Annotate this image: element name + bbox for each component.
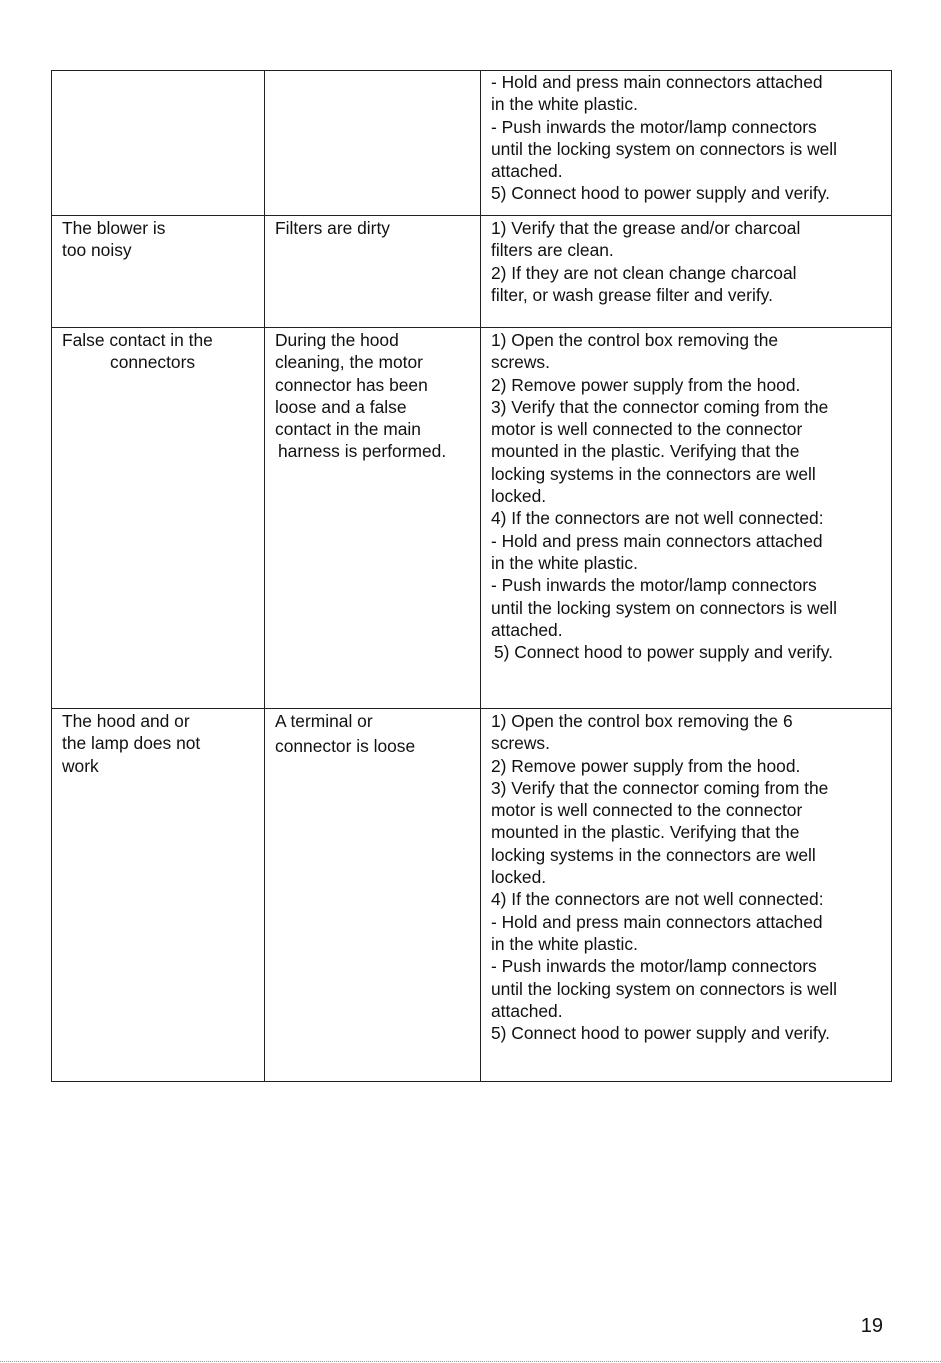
- page-bottom-divider: [0, 1361, 941, 1362]
- solution-line: 1) Verify that the grease and/or charcoal: [491, 218, 801, 238]
- solution-line: filter, or wash grease filter and verify.: [491, 284, 773, 305]
- cause-line: Filters are dirty: [275, 218, 390, 238]
- solution-line: attached.: [491, 619, 563, 640]
- solution-line: until the locking system on connectors is well: [491, 138, 838, 159]
- cause-cell: [265, 216, 481, 328]
- solution-line: - Push inwards the motor/lamp connectors: [491, 956, 817, 977]
- solution-line: 4) If the connectors are not well connected:: [491, 889, 824, 910]
- page-number: 19: [860, 1315, 883, 1337]
- cause-line: harness is performed.: [278, 441, 447, 462]
- solution-line: 3) Verify that the connector coming from the: [491, 396, 829, 417]
- solution-line: 2) Remove power supply from the hood.: [491, 374, 801, 395]
- solution-line: mounted in the plastic. Verifying that the: [491, 441, 800, 462]
- cause-line: During the hood: [275, 330, 399, 350]
- solution-line: - Hold and press main connectors attached: [491, 72, 823, 92]
- solution-line: - Push inwards the motor/lamp connectors: [491, 575, 817, 596]
- solution-line: mounted in the plastic. Verifying that the: [491, 822, 800, 843]
- solution-line: locked.: [491, 486, 547, 507]
- solution-line: - Hold and press main connectors attached: [491, 530, 823, 551]
- solution-line: 1) Open the control box removing the 6: [491, 711, 793, 731]
- solution-cell: [481, 328, 892, 709]
- problem-line: The blower is: [62, 218, 166, 238]
- cause-line: loose and a false: [275, 396, 407, 417]
- solution-line: 3) Verify that the connector coming from the: [491, 777, 829, 798]
- solution-line: filters are clean.: [491, 240, 614, 261]
- solution-line: locked.: [491, 867, 547, 888]
- cause-line: A terminal or: [275, 711, 373, 731]
- solution-line: locking systems in the connectors are well: [491, 844, 816, 865]
- solution-cell: [481, 709, 892, 1082]
- solution-line: until the locking system on connectors is well: [491, 978, 838, 999]
- solution-line: locking systems in the connectors are well: [491, 463, 816, 484]
- solution-line: 2) If they are not clean change charcoal: [491, 262, 797, 283]
- cause-cell: [265, 709, 481, 1082]
- solution-line: attached.: [491, 161, 563, 182]
- table-row: [52, 709, 892, 1082]
- solution-line: motor is well connected to the connector: [491, 419, 803, 440]
- table-row: [52, 71, 892, 216]
- solution-line: 4) If the connectors are not well connected:: [491, 508, 824, 529]
- solution-line: motor is well connected to the connector: [491, 800, 803, 821]
- solution-line: 2) Remove power supply from the hood.: [491, 755, 801, 776]
- problem-line: False contact in the: [62, 330, 213, 350]
- solution-line: 5) Connect hood to power supply and verify.: [491, 183, 830, 204]
- problem-line: too noisy: [62, 240, 132, 261]
- solution-line: until the locking system on connectors is well: [491, 597, 838, 618]
- problem-line: connectors: [110, 352, 196, 373]
- solution-line: - Hold and press main connectors attached: [491, 911, 823, 932]
- solution-cell: [481, 71, 892, 216]
- solution-line: 5) Connect hood to power supply and verify.: [491, 1023, 830, 1044]
- solution-line: 1) Open the control box removing the: [491, 330, 779, 350]
- problem-line: The hood and or: [62, 711, 190, 731]
- problem-cell: [52, 328, 265, 709]
- problem-line: the lamp does not: [62, 733, 201, 754]
- solution-line: in the white plastic.: [491, 933, 638, 954]
- solution-line: in the white plastic.: [491, 94, 638, 115]
- solution-line: in the white plastic.: [491, 552, 638, 573]
- problem-cell: [52, 71, 265, 216]
- cause-line: cleaning, the motor: [275, 352, 423, 373]
- solution-line: screws.: [491, 352, 550, 373]
- cause-line: connector has been: [275, 374, 428, 395]
- problem-line: work: [62, 755, 99, 776]
- cause-cell: [265, 328, 481, 709]
- solution-line: attached.: [491, 1000, 563, 1021]
- solution-line: 5) Connect hood to power supply and verify.: [494, 642, 833, 663]
- table-row: [52, 328, 892, 709]
- cause-line: connector is loose: [275, 736, 416, 757]
- troubleshooting-table: [51, 70, 892, 1082]
- cause-line: contact in the main: [275, 419, 421, 440]
- cause-cell: [265, 71, 481, 216]
- problem-cell: [52, 216, 265, 328]
- problem-cell: [52, 709, 265, 1082]
- solution-line: - Push inwards the motor/lamp connectors: [491, 116, 817, 137]
- table-row: [52, 216, 892, 328]
- solution-cell: [481, 216, 892, 328]
- solution-line: screws.: [491, 733, 550, 754]
